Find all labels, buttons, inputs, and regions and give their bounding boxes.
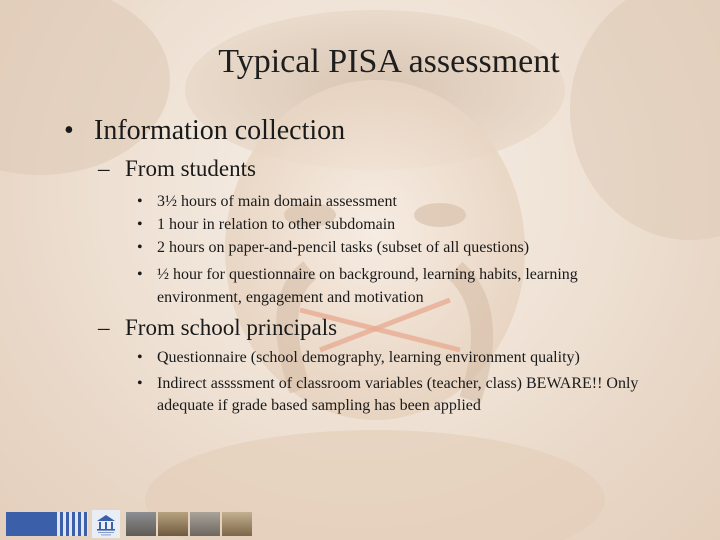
list-item [137,347,677,369]
list-item [137,190,657,213]
logo-photo [222,512,252,536]
heading-from-students: From students [125,156,256,181]
bullet-icon: • [137,266,143,283]
bullet-icon: • [137,216,143,233]
subbullet-from-school-principals [98,313,337,343]
bullet-information-collection [64,112,345,150]
university-logo-bar [0,508,256,540]
principal-item-text: Indirect assssment of classroom variables (teacher, class) BEWARE!! Only adequate if grade based sampling has been applied [157,375,639,414]
student-item-text: 2 hours on paper-and-pencil tasks (subset of all questions) [157,239,530,256]
logo-color-block [6,512,54,536]
bullet-icon: • [137,349,143,366]
dash-icon: – [98,156,110,181]
student-item-text: 1 hour in relation to other subdomain [157,216,396,233]
bullet-icon: • [137,375,143,392]
list-item [137,213,657,236]
principal-item-text: Questionnaire (school demography, learning environment quality) [157,349,580,366]
heading-information-collection: Information collection [94,115,346,146]
logo-photo [158,512,188,536]
list-item [137,236,657,259]
student-item-text: ½ hour for questionnaire on background, learning habits, learning environment, engagement and motivation [157,266,578,306]
list-item [137,373,677,417]
bullet-icon: • [64,115,74,146]
logo-stripes [54,512,88,536]
bullet-icon: • [137,193,143,210]
bullet-icon: • [137,239,143,256]
dash-icon: – [98,315,110,340]
list-item [137,263,657,309]
heading-from-school-principals: From school principals [125,315,338,340]
subbullet-from-students [98,154,256,184]
logo-photo [126,512,156,536]
logo-photo [190,512,220,536]
student-item-text: 3½ hours of main domain assessment [157,193,397,210]
slide-title: Typical PISA assessment [218,43,560,80]
university-seal-icon [92,510,120,538]
